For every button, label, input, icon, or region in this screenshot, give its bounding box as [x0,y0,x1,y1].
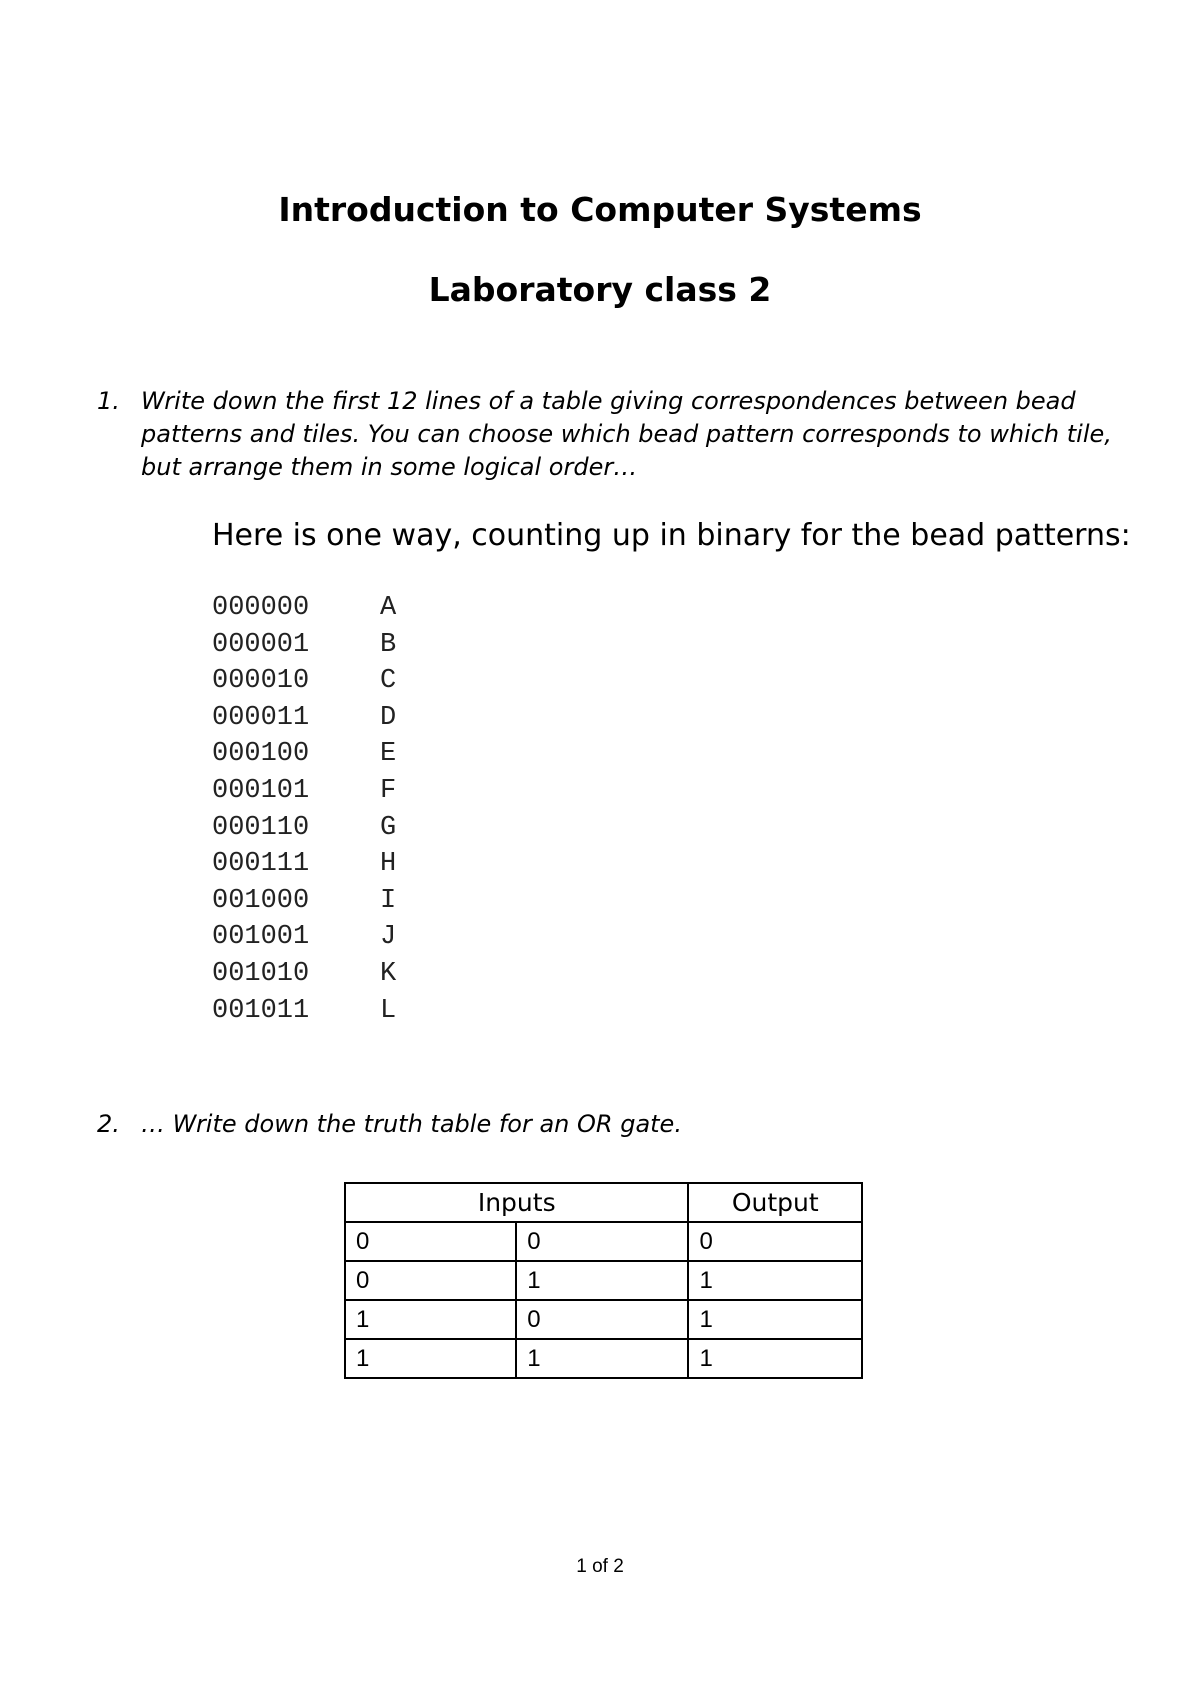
table-row [345,1222,862,1261]
tile-letter: A [380,593,397,623]
output-cell: 1 [688,1261,862,1300]
page-number: 1 of 2 [576,1556,624,1577]
input-a-cell: 0 [345,1222,516,1261]
tile-letter: I [380,885,397,916]
tile-letter: L [380,995,397,1026]
mapping-row [212,663,396,700]
output-cell: 1 [688,1300,862,1339]
tile-letter: J [380,922,397,953]
output-cell: 0 [688,1222,862,1261]
tile-letter: E [380,739,397,770]
output-cell: 1 [688,1339,862,1378]
output-header: Output [688,1183,862,1222]
question-2-text: … Write down the truth table for an OR gate. [141,1110,682,1138]
question-1-number: 1. [97,387,120,415]
question-2-number: 2. [97,1110,120,1138]
bead-pattern: 000110 [212,812,310,843]
input-a-cell: 1 [345,1300,516,1339]
answer-1-intro: Here is one way, counting up in binary for the bead patterns: [212,518,1131,553]
tile-letter: D [380,702,397,733]
bead-pattern: 000001 [212,629,310,660]
document-subtitle: Laboratory class 2 [428,270,772,309]
mapping-row [212,993,396,1030]
bead-pattern: 001001 [212,922,310,953]
input-a-cell: 0 [345,1261,516,1300]
bead-pattern: 000000 [212,593,310,623]
mapping-row [212,919,396,956]
input-a-cell: 1 [345,1339,516,1378]
bead-pattern: 000100 [212,739,310,770]
bead-tile-mapping-list [212,590,396,1029]
mapping-row [212,773,396,810]
tile-letter: F [380,775,397,806]
input-b-cell: 0 [516,1222,688,1261]
input-b-cell: 0 [516,1300,688,1339]
input-b-cell: 1 [516,1261,688,1300]
mapping-row [212,883,396,920]
truth-table-header-row [345,1183,862,1222]
bead-pattern: 001011 [212,995,310,1026]
bead-pattern: 000101 [212,775,310,806]
bead-pattern: 001010 [212,958,310,989]
table-row [345,1261,862,1300]
table-row [345,1339,862,1378]
mapping-row [212,846,396,883]
tile-letter: H [380,849,397,880]
question-1-text: Write down the first 12 lines of a table giving correspondences between bead patterns and tiles. You can choose which bead pattern corresponds to which tile, but arrange them in some logical order… [141,387,1112,481]
input-b-cell: 1 [516,1339,688,1378]
mapping-row [212,736,396,773]
bead-pattern: 000011 [212,702,310,733]
tile-letter: C [380,666,397,697]
mapping-row [212,956,396,993]
document-title: Introduction to Computer Systems [278,190,922,229]
question-1 [97,385,1117,484]
tile-letter: B [380,629,397,660]
bead-pattern: 001000 [212,885,310,916]
table-row [345,1300,862,1339]
mapping-row [212,700,396,737]
mapping-row [212,590,396,627]
tile-letter: K [380,958,397,989]
bead-pattern: 000111 [212,849,310,880]
mapping-row [212,627,396,664]
question-2 [97,1108,1117,1141]
or-gate-truth-table [344,1182,863,1379]
inputs-header: Inputs [345,1183,688,1222]
tile-letter: G [380,812,397,843]
mapping-row [212,810,396,847]
bead-pattern: 000010 [212,666,310,697]
